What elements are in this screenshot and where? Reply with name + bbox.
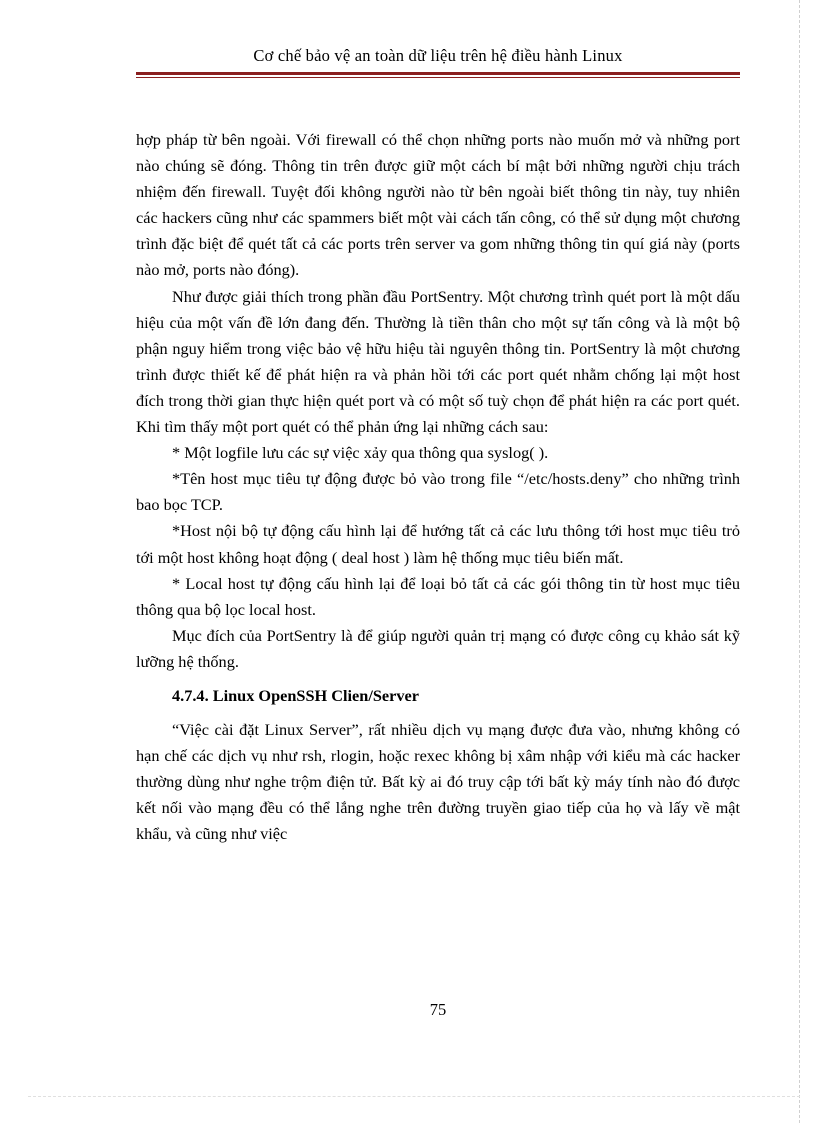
bullet-paragraph: * Một logfile lưu các sự việc xảy qua thông qua syslog( ).: [172, 443, 549, 463]
header-rule-thin: [136, 77, 740, 78]
paragraph: hợp pháp từ bên ngoài. Với firewall có thể chọn những ports nào muốn mở và những port nào chúng sẽ đóng. Thông tin trên được giữ một cách bí mật bởi những người chịu trách nhiệm đến firewall. Tuyệt đối không người nào từ bên ngoài biết thông tin này, tuy nhiên các hackers cũng như các spammers biết một vài cách tấn công, có thể sử dụng một chương trình đặc biệt để quét tất cả các ports trên server va gom những thông tin quí giá này (ports nào mở, ports nào đóng).: [136, 130, 740, 280]
bullet-paragraph: *Host nội bộ tự động cấu hình lại để hướng tất cả các lưu thông tới host mục tiêu trỏ tới một host không hoạt động ( deal host ) làm hệ thống mục tiêu biến mất.: [136, 521, 740, 567]
section-heading: 4.7.4. Linux OpenSSH Clien/Server: [172, 685, 419, 705]
running-header: Cơ chế bảo vệ an toàn dữ liệu trên hệ điều hành Linux: [253, 46, 623, 65]
paragraph: “Việc cài đặt Linux Server”, rất nhiều dịch vụ mạng được đưa vào, nhưng không có hạn chế các dịch vụ như rsh, rlogin, hoặc rexec không bị xâm nhập với kiểu mà các hacker thường dùng như nghe trộm điện tử. Bất kỳ ai đó truy cập tới bất kỳ máy tính nào đó được kết nối vào mạng đều có thể lắng nghe trên đường truyền giao tiếp của họ và lấy về mật khẩu, và cũng như việc: [136, 719, 740, 844]
page-frame: [799, 0, 800, 1123]
bullet-paragraph: * Local host tự động cấu hình lại để loại bỏ tất cả các gói thông tin từ host mục tiêu thông qua bộ lọc local host.: [136, 573, 740, 619]
document-body: [136, 127, 740, 847]
bullet-paragraph: *Tên host mục tiêu tự động được bỏ vào trong file “/etc/hosts.deny” cho những trình bao bọc TCP.: [136, 469, 740, 515]
page-number: 75: [429, 1000, 447, 1019]
bottom-guide-line: [28, 1096, 800, 1097]
paragraph: Như được giải thích trong phần đầu PortSentry. Một chương trình quét port là một dấu hiệu của một vấn đề lớn đang đến. Thường là tiền thân cho một sự tấn công và là một bộ phận nguy hiểm trong việc bảo vệ hữu hiệu tài nguyên thông tin. PortSentry là một chương trình được thiết kế để phát hiện ra và phản hồi tới các port quét nhằm chống lại một host đích trong thời gian thực hiện quét port và có một số tuỳ chọn để phát hiện ra các port quét. Khi tìm thấy một port quét có thể phản ứng lại những cách sau:: [136, 286, 740, 437]
paragraph: Mục đích của PortSentry là để giúp người quản trị mạng có được công cụ khảo sát kỹ lưỡng hệ thống.: [136, 625, 740, 671]
header-rule-thick: [136, 72, 740, 75]
